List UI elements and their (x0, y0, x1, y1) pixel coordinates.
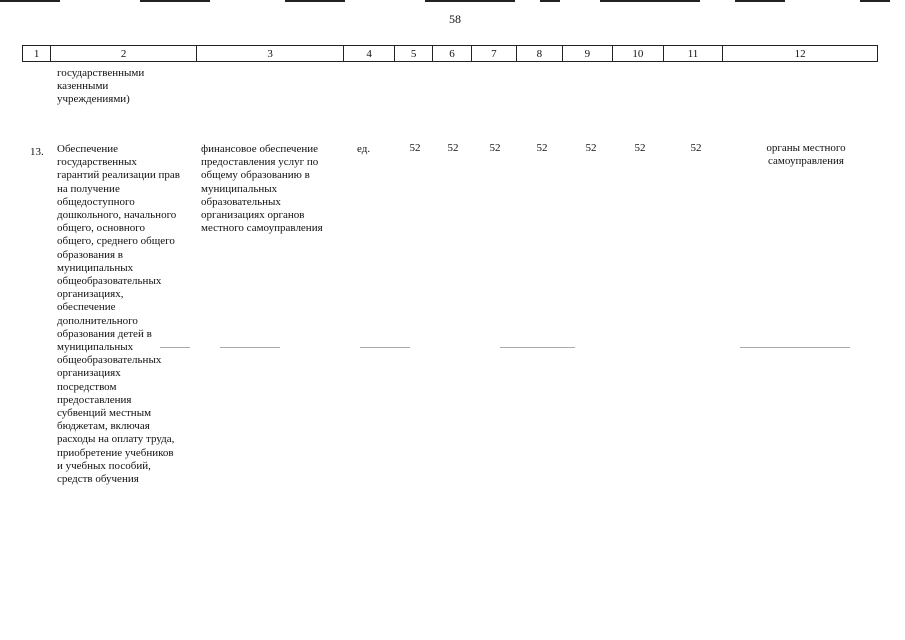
header-col-10: 10 (613, 46, 664, 62)
text-line: образовательных (201, 195, 281, 208)
text-line: расходы на оплату труда, (57, 433, 175, 446)
header-col-3: 3 (196, 46, 344, 62)
text-line: средств обучения (57, 473, 139, 486)
header-col-6: 6 (433, 46, 471, 62)
text-line: приобретение учебников (57, 446, 174, 459)
top-rule (860, 0, 890, 2)
text-line: учреждениями) (57, 93, 130, 106)
row-13-value-col10: 52 (634, 142, 646, 154)
top-rule (425, 0, 515, 2)
text-line: общедоступного (57, 195, 135, 208)
scan-artifact (220, 347, 280, 348)
text-line: гарантий реализации прав (57, 169, 180, 182)
top-rule (0, 0, 60, 2)
header-col-12: 12 (723, 46, 878, 62)
text-line: общего, среднего общего (57, 235, 175, 248)
row-13-value-col5: 52 (409, 142, 421, 154)
text-line: местного самоуправления (201, 222, 323, 235)
continuation-col2 (57, 67, 144, 107)
row-13-value-col8: 52 (536, 142, 548, 154)
text-line: общему образованию в (201, 169, 310, 182)
text-line: общего, основного (57, 222, 146, 235)
text-line: дополнительного (57, 314, 138, 327)
row-13-unit: ед. (357, 143, 371, 155)
row-13-index: 13. (30, 146, 44, 158)
scan-artifact (360, 347, 410, 348)
text-line: обеспечение (57, 301, 116, 314)
top-rule (140, 0, 210, 2)
row-13-value-col9: 52 (585, 142, 597, 154)
text-line: государственных (57, 156, 137, 169)
text-line: казенными (57, 80, 109, 93)
text-line: организациях органов (201, 209, 305, 222)
top-rule (600, 0, 700, 2)
header-col-9: 9 (562, 46, 613, 62)
text-line: самоуправления (768, 155, 844, 168)
text-line: предоставления услуг по (201, 156, 319, 169)
text-line: образования детей в (57, 327, 152, 340)
text-line: бюджетам, включая (57, 420, 150, 433)
row-13-indicator-name (201, 143, 323, 235)
header-col-11: 11 (663, 46, 723, 62)
header-col-5: 5 (394, 46, 432, 62)
row-13-responsible (736, 142, 876, 168)
text-line: организациях, (57, 288, 124, 301)
column-number-header (22, 45, 878, 62)
text-line: субвенций местным (57, 407, 152, 420)
header-col-4: 4 (344, 46, 395, 62)
text-line: предоставления (57, 393, 132, 406)
text-line: государственными (57, 67, 145, 79)
text-line: посредством (57, 380, 117, 393)
header-col-7: 7 (471, 46, 516, 62)
text-line: дошкольного, начального (57, 209, 177, 222)
top-rule (735, 0, 785, 2)
scan-artifact (160, 347, 190, 348)
header-col-1: 1 (23, 46, 51, 62)
text-line: и учебных пособий, (57, 459, 151, 472)
page-number: 58 (449, 12, 461, 26)
row-13-value-col7: 52 (489, 142, 501, 154)
text-line: образования в (57, 248, 123, 261)
row-13-value-col6: 52 (447, 142, 459, 154)
scan-artifact (500, 347, 575, 348)
text-line: муниципальных (57, 261, 134, 274)
header-col-8: 8 (517, 46, 562, 62)
text-line: муниципальных (201, 182, 278, 195)
scan-artifact (740, 347, 850, 348)
row-13-value-col11: 52 (690, 142, 702, 154)
text-line: финансовое обеспечение (201, 143, 318, 155)
text-line: на получение (57, 182, 120, 195)
row-13-measure-description (57, 143, 180, 486)
text-line: муниципальных (57, 341, 134, 354)
text-line: общеобразовательных (57, 354, 162, 367)
text-line: органы местного (766, 142, 846, 154)
text-line: Обеспечение (57, 143, 118, 155)
top-rule (540, 0, 560, 2)
header-col-2: 2 (51, 46, 197, 62)
text-line: организациях (57, 367, 121, 380)
top-rule (285, 0, 345, 2)
text-line: общеобразовательных (57, 275, 162, 288)
